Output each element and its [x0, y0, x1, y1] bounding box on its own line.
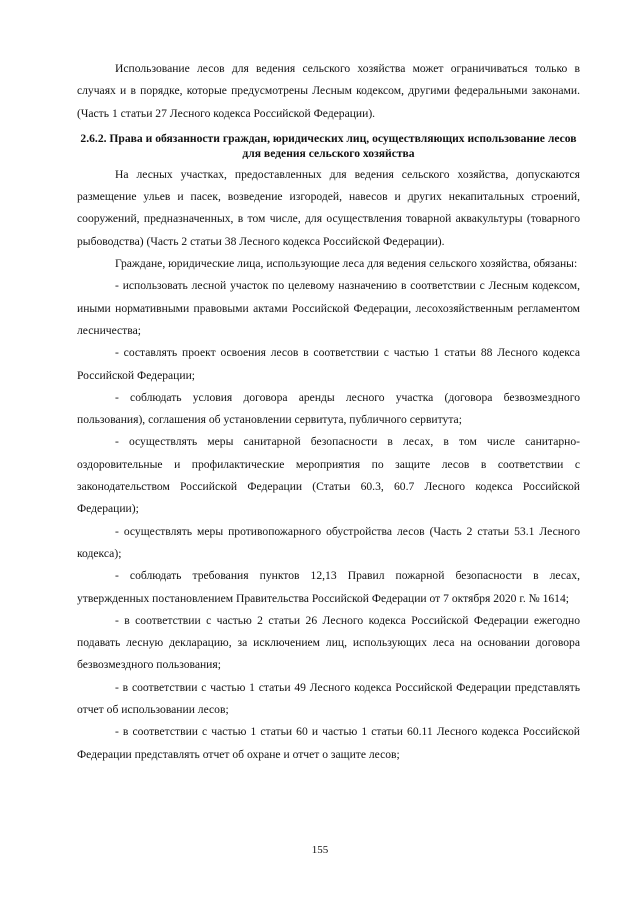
page-number: 155	[311, 844, 329, 856]
list-item: - соблюдать условия договора аренды лесного участка (договора безвозмездного пользования), соглашения об установлении сервитута, публичного сервитута;	[77, 390, 580, 427]
list-item: - осуществлять меры противопожарного обустройства лесов (Часть 2 статьи 53.1 Лесного кодекса);	[77, 524, 580, 560]
list-item: - в соответствии с частью 2 статьи 26 Лесного кодекса Российской Федерации ежегодно подавать лесную декларацию, за исключением лиц, использующих леса на основании договора безвозмездного пользования;	[77, 613, 580, 672]
list-item: - в соответствии с частью 1 статьи 49 Лесного кодекса Российской Федерации представлять отчет об использовании лесов;	[77, 680, 580, 717]
section-heading: 2.6.2. Права и обязанности граждан, юридических лиц, осуществляющих использование лесов для ведения сельского хозяйства	[80, 131, 577, 160]
list-item: - осуществлять меры санитарной безопасности в лесах, в том числе санитарно-оздоровительные и профилактические мероприятия по защите лесов в соответствии с законодательством Российской Федерации (Статьи 60.3, 60.7 Лесного кодекса Российской Федерации);	[77, 435, 580, 516]
intro-paragraph: Использование лесов для ведения сельского хозяйства может ограничиваться только в случаях и в порядке, которые предусмотрены Лесным кодексом, другими федеральными законами. (Часть 1 статьи 27 Лесного кодекса Российской Федерации).	[77, 62, 580, 120]
list-item: - соблюдать требования пунктов 12,13 Правил пожарной безопасности в лесах, утвержденных постановлением Правительства Российской Федерации от 7 октября 2020 г. № 1614;	[77, 569, 580, 605]
list-item: - составлять проект освоения лесов в соответствии с частью 1 статьи 88 Лесного кодекса Российской Федерации;	[77, 346, 580, 382]
list-item: - в соответствии с частью 1 статьи 60 и частью 1 статьи 60.11 Лесного кодекса Российской Федерации представлять отчет об охране и отчет о защите лесов;	[77, 725, 580, 761]
list-item: - использовать лесной участок по целевому назначению в соответствии с Лесным кодексом, иными нормативными правовыми актами Российской Федерации, лесохозяйственным регламентом лесничества;	[77, 279, 580, 337]
body-paragraph: На лесных участках, предоставленных для ведения сельского хозяйства, допускаются размещение ульев и пасек, возведение изгородей, навесов и других некапитальных строений, сооружений, предназначенных, в том числе, для осуществления товарной аквакультуры (товарного рыбоводства) (Часть 2 статьи 38 Лесного кодекса Российской Федерации).	[77, 167, 580, 248]
body-paragraph: Граждане, юридические лица, использующие леса для ведения сельского хозяйства, обязаны:	[115, 257, 578, 271]
